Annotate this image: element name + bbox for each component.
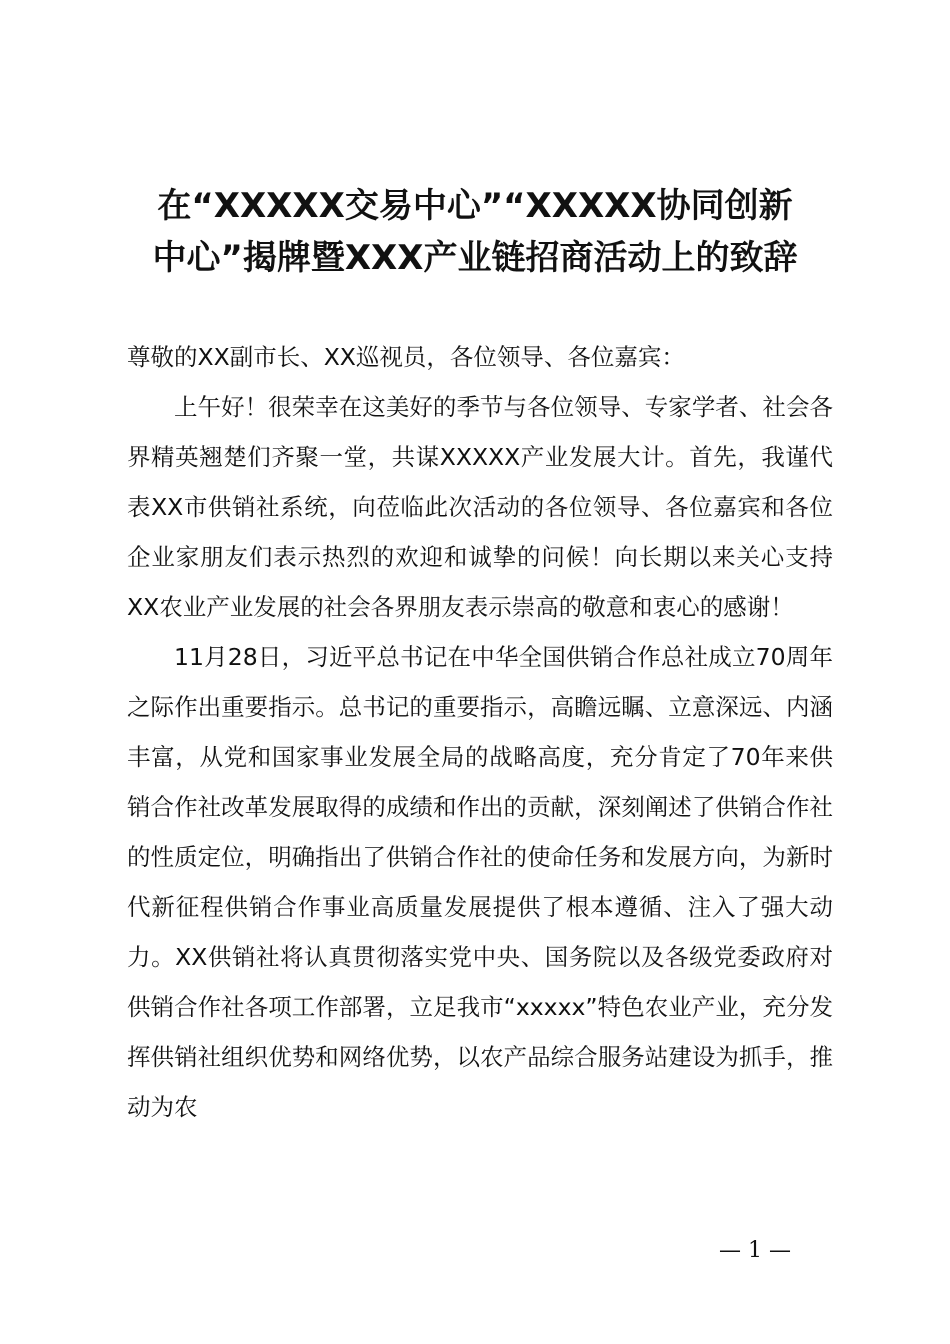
document-title — [120, 180, 830, 284]
document-body — [127, 332, 833, 1132]
page-number: — 1 — — [719, 1238, 791, 1263]
salutation: 尊敬的XX副市长、XX巡视员，各位领导、各位嘉宾： — [127, 343, 685, 371]
title-line-2: 中心”揭牌暨XXX产业链招商活动上的致辞 — [152, 238, 798, 278]
paragraph-greeting: 上午好！很荣幸在这美好的季节与各位领导、专家学者、社会各界精英翘楚们齐聚一堂，共谋XXXXX产业发展大计。首先，我谨代表XX市供销社系统，向莅临此次活动的各位领导、各位嘉宾和各位企业家朋友们表示热烈的欢迎和诚挚的问候！向长期以来关心支持XX农业产业发展的社会各界朋友表示崇高的敬意和衷心的感谢！ — [127, 393, 833, 621]
paragraph-instructions: 11月28日，习近平总书记在中华全国供销合作总社成立70周年之际作出重要指示。总书记的重要指示，高瞻远瞩、立意深远、内涵丰富，从党和国家事业发展全局的战略高度，充分肯定了70年来供销合作社改革发展取得的成绩和作出的贡献，深刻阐述了供销合作社的性质定位，明确指出了供销合作社的使命任务和发展方向，为新时代新征程供销合作事业高质量发展提供了根本遵循、注入了强大动力。XX供销社将认真贯彻落实党中央、国务院以及各级党委政府对供销合作社各项工作部署，立足我市“xxxxx”特色农业产业，充分发挥供销社组织优势和网络优势，以农产品综合服务站建设为抓手，推动为农 — [127, 643, 833, 1121]
title-line-1: 在“XXXXX交易中心”“XXXXX协同创新 — [157, 186, 793, 226]
